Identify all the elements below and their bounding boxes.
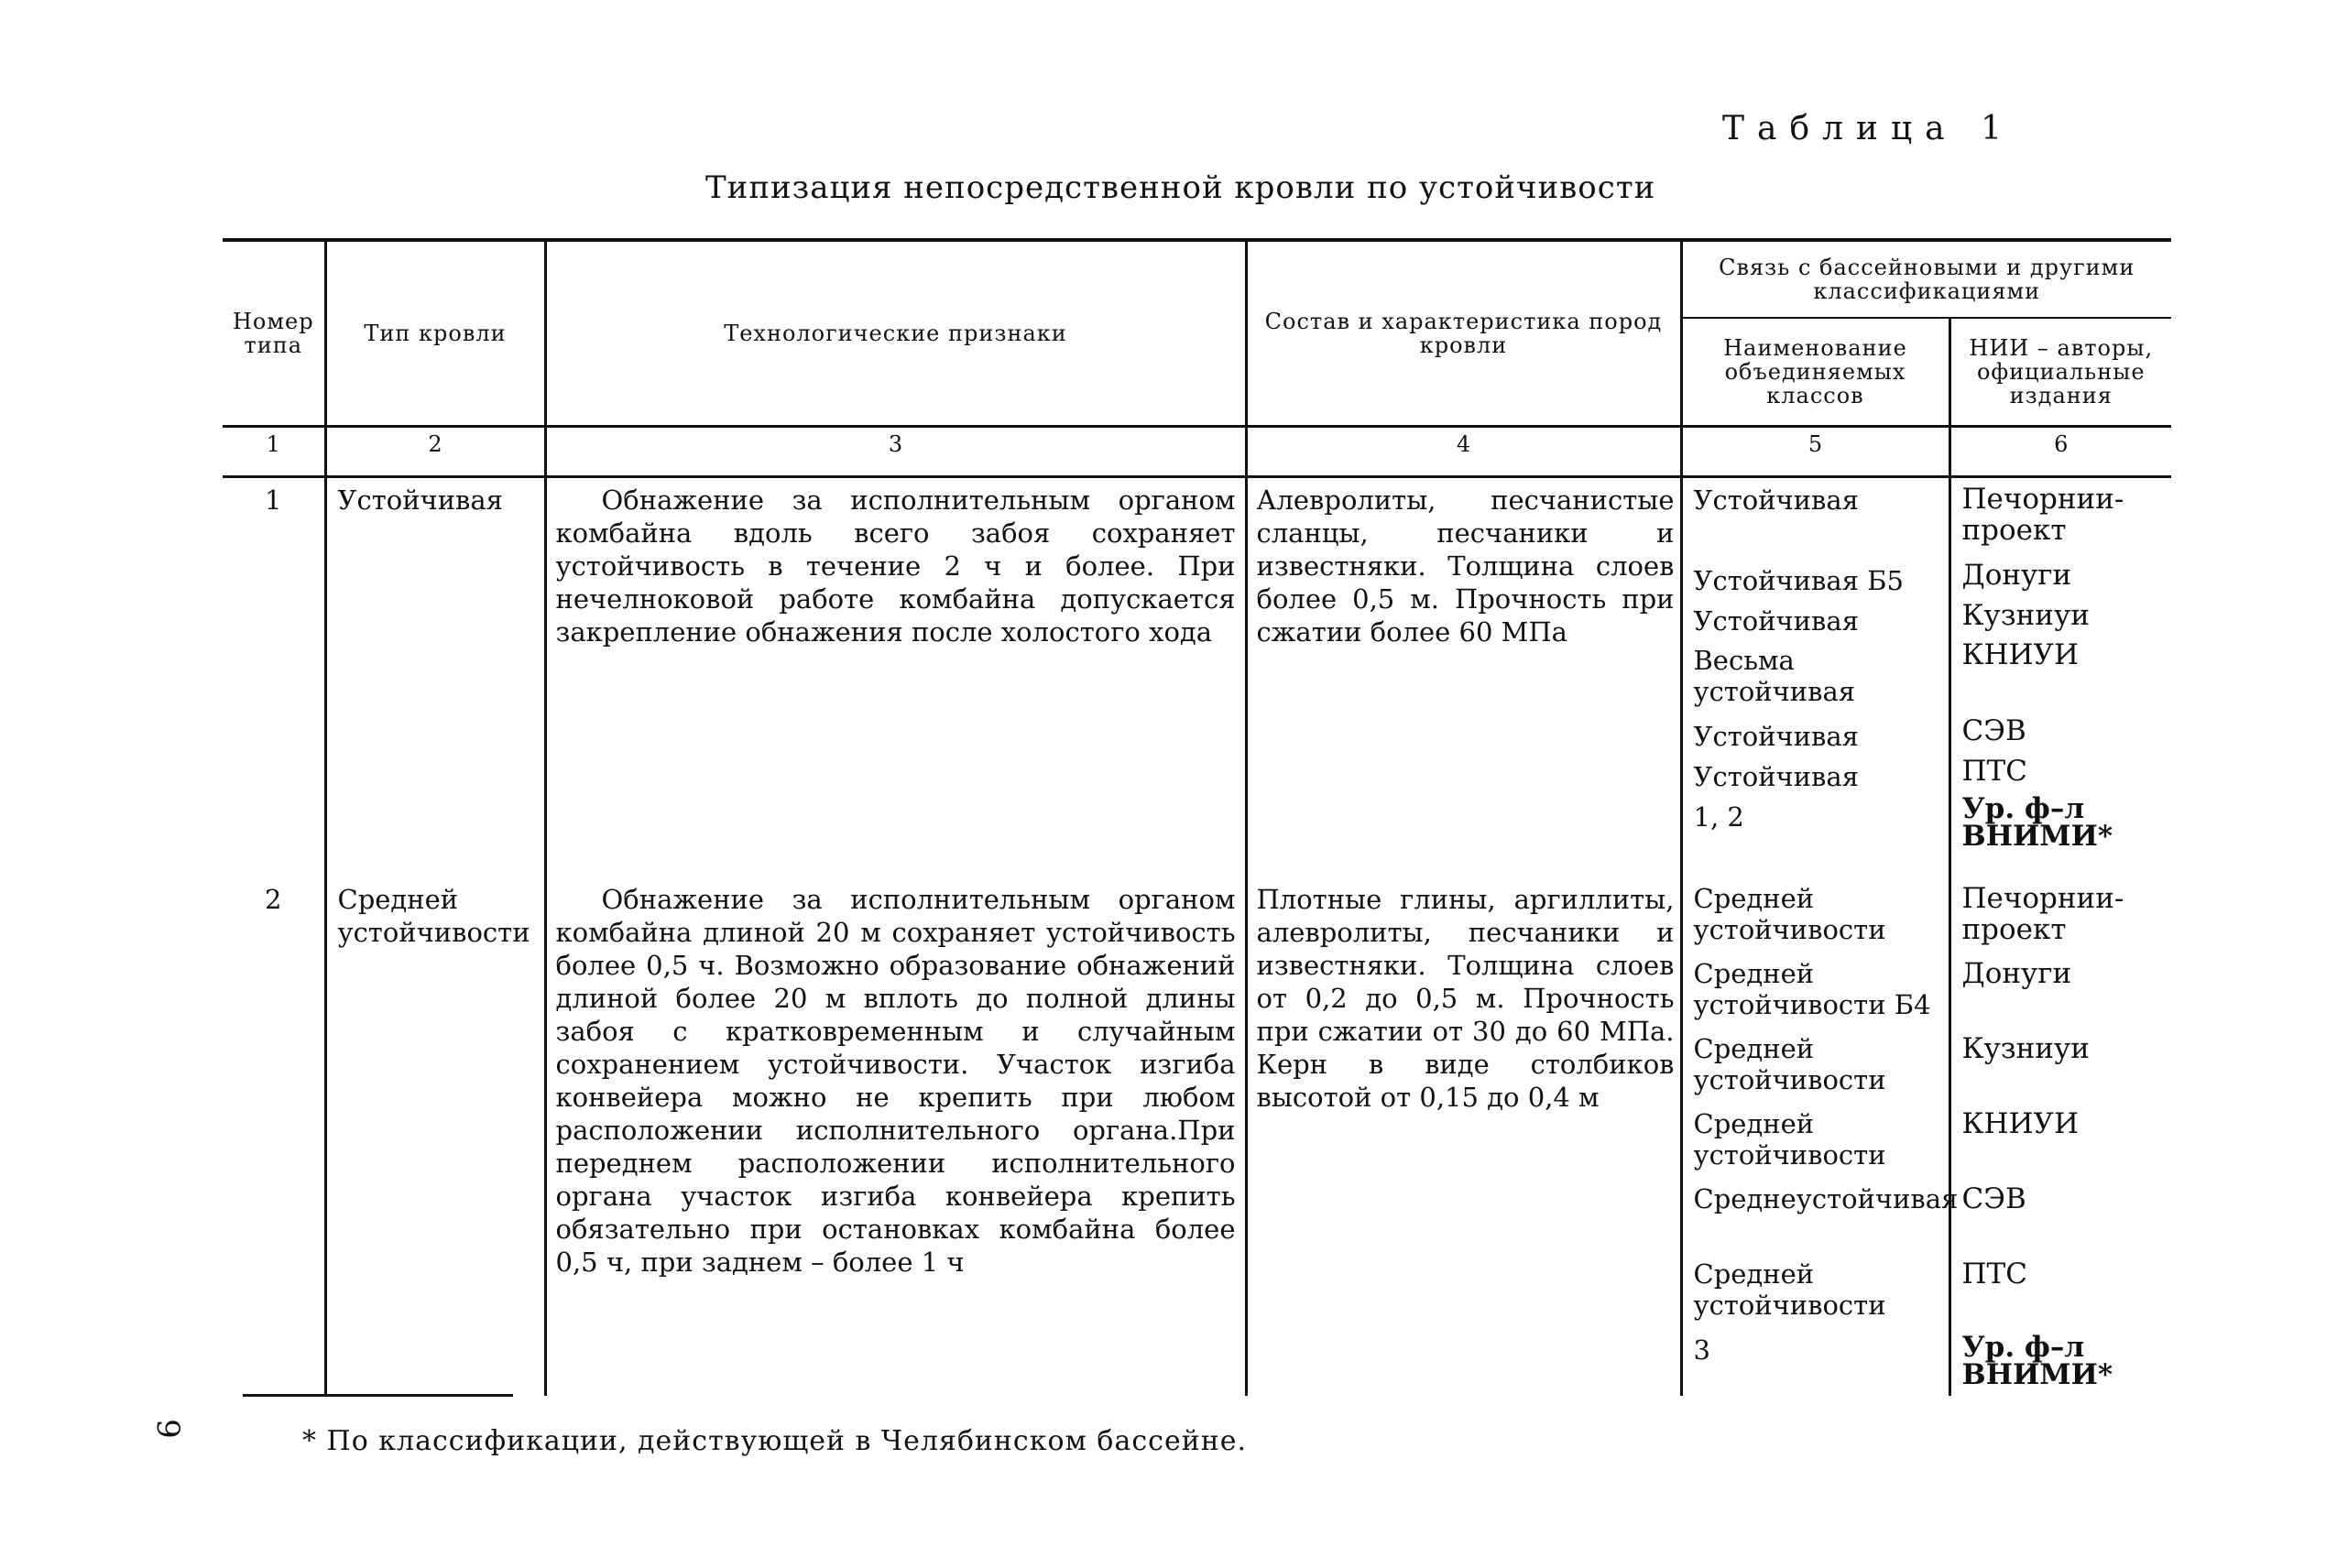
type-number: 1 xyxy=(265,485,282,516)
list-item: ПТС xyxy=(1961,1258,2027,1290)
col-number: 5 xyxy=(1681,427,1949,477)
list-item: Весьма устойчивая xyxy=(1693,645,1856,707)
list-item: Печорнии-проект xyxy=(1961,882,2124,946)
roof-type: Устойчивая xyxy=(325,477,545,878)
class-names xyxy=(1681,477,1949,878)
list-item: Среднеустойчивая xyxy=(1693,1183,1959,1214)
col-number: 4 xyxy=(1246,427,1681,477)
page-number: 9 xyxy=(148,1419,186,1439)
list-item: Устойчивая Б5 xyxy=(1693,565,1904,596)
list-item: Средней устойчивости xyxy=(1693,883,1886,945)
list-item: Устойчивая xyxy=(1693,761,1859,792)
institutes xyxy=(1949,477,2171,878)
table-row xyxy=(223,877,2171,1396)
table-caption: Таблица 1 xyxy=(1722,110,2015,147)
list-item: Средней устойчивости Б4 xyxy=(1693,958,1931,1020)
table-title: Типизация непосредственной кровли по устойчивости xyxy=(705,169,1656,206)
list-item: Кузниуи xyxy=(1961,599,2090,632)
col-header-comp: Состав и характеристика пород кровли xyxy=(1246,240,1681,427)
list-item: Донуги xyxy=(1961,559,2072,592)
list-item: Печорнии-проект xyxy=(1961,483,2124,547)
tech-features: Обнажение за исполнительным органом комбайна длиной 20 м сохраняет устойчивость более 0,5 ч. Возможно образование обнажений длиной более 20 м вплоть до полной длины забоя с кратковременным и случайным сохранением устойчивости. Участок изгиба конвейера можно не крепить при любом расположении исполнительного органа.При переднем расположении исполнительного органа участок изгиба конвейера крепить обязательно при остановках комбайна более 0,5 ч, при заднем – более 1 ч xyxy=(545,877,1246,1396)
type-number: 2 xyxy=(265,884,282,915)
list-item: Средней устойчивости xyxy=(1693,1033,1886,1095)
list-item: Средней устойчивости xyxy=(1693,1258,1886,1321)
list-item: 3 xyxy=(1693,1334,1710,1366)
list-item: СЭВ xyxy=(1961,714,2026,747)
col-number: 6 xyxy=(1949,427,2171,477)
list-item: Устойчивая xyxy=(1693,605,1859,637)
list-item: Кузниуи xyxy=(1961,1032,2090,1065)
col-header-group: Связь с бассейновыми и другими классификациями xyxy=(1681,240,2171,318)
roof-classification-table xyxy=(223,238,2171,1396)
col-header-tech: Технологические признаки xyxy=(545,240,1246,427)
list-item: Ур. ф–л ВНИМИ* xyxy=(1961,792,2113,853)
list-item: ПТС xyxy=(1961,755,2027,788)
col-number: 2 xyxy=(325,427,545,477)
list-item: Устойчивая xyxy=(1693,485,1859,516)
list-item: Устойчивая xyxy=(1693,721,1859,752)
col-number: 3 xyxy=(545,427,1246,477)
rock-composition: Плотные глины, аргиллиты, алевролиты, песчаники и известняки. Толщина слоев от 0,2 до 0,5 м. Прочность при сжатии от 30 до 60 МПа. Керн в виде столбиков высотой от 0,15 до 0,4 м xyxy=(1246,877,1681,1396)
list-item: КНИУИ xyxy=(1961,1107,2079,1140)
footnote: * По классификации, действующей в Челябинском бассейне. xyxy=(302,1425,1247,1457)
class-names xyxy=(1681,877,1959,1396)
footnote-divider xyxy=(243,1394,513,1397)
col-number: 1 xyxy=(223,427,325,477)
list-item: 1, 2 xyxy=(1693,801,1744,833)
institutes xyxy=(1949,877,2171,1396)
list-item: КНИУИ xyxy=(1961,638,2079,671)
list-item: СЭВ xyxy=(1961,1182,2026,1215)
list-item: Ур. ф–л ВНИМИ* xyxy=(1961,1331,2113,1391)
col-header-inst: НИИ – авторы, официальные издания xyxy=(1949,318,2171,427)
list-item: Средней устойчивости xyxy=(1693,1108,1886,1171)
list-item: Донуги xyxy=(1961,957,2072,990)
roof-type: Средней устойчивости xyxy=(325,877,545,1396)
col-header-classes: Наименование объединяемых классов xyxy=(1681,318,1949,427)
col-header-type: Тип кровли xyxy=(325,240,545,427)
tech-features: Обнажение за исполнительным органом комбайна вдоль всего забоя сохраняет устойчивость в течение 2 ч и более. При нечелноковой работе комбайна допускается закрепление обнажения после холостого хода xyxy=(545,477,1246,878)
table-row xyxy=(223,477,2171,878)
rock-composition: Алевролиты, песчанистые сланцы, песчаники и известняки. Толщина слоев более 0,5 м. Прочность при сжатии более 60 МПа xyxy=(1246,477,1681,878)
col-header-num: Номер типа xyxy=(223,240,325,427)
column-number-row xyxy=(223,427,2171,477)
